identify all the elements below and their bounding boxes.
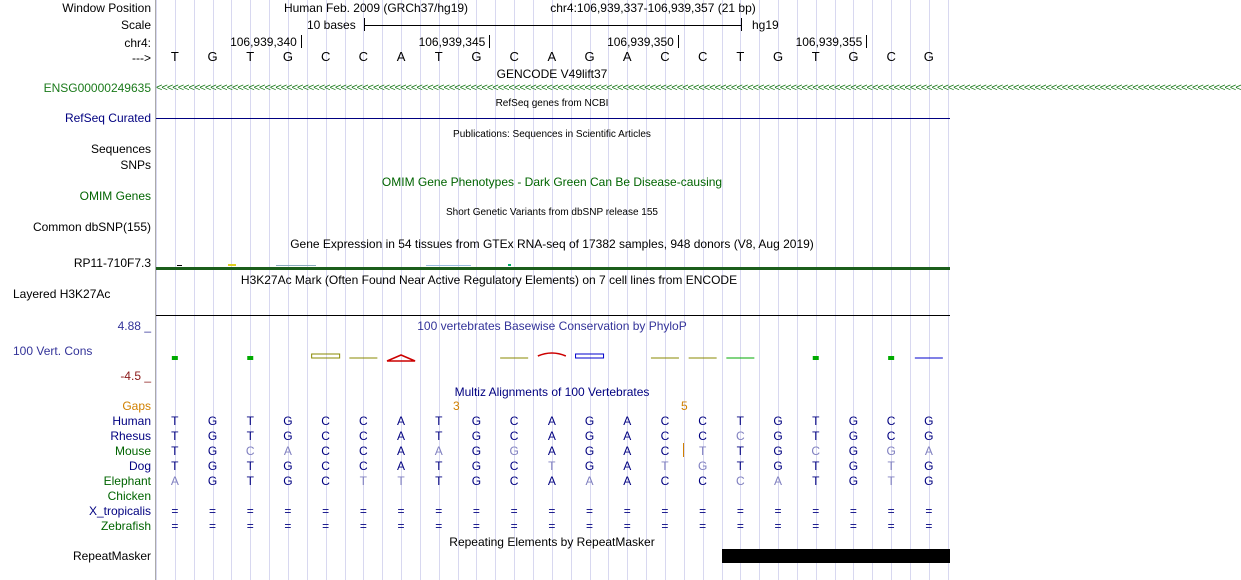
alignment-base: = [359, 504, 367, 518]
alignment-base: C [509, 474, 519, 488]
species-label[interactable]: Elephant [103, 474, 151, 488]
alignment-base: G [471, 459, 482, 473]
alignment-base: G [773, 414, 783, 428]
gencode-gene-label[interactable]: ENSG00000249635 [43, 81, 151, 95]
alignment-base: T [548, 459, 556, 473]
reference-base: C [320, 49, 331, 64]
alignment-base: A [924, 444, 933, 458]
window-position-label: Window Position [62, 1, 151, 15]
dbsnp-label[interactable]: Common dbSNP(155) [32, 220, 151, 234]
gtex-bar [228, 264, 236, 266]
omim-label[interactable]: OMIM Genes [79, 189, 151, 203]
alignment-base: C [509, 414, 519, 428]
alignment-base: = [322, 504, 330, 518]
phylop-score-mark [888, 356, 894, 360]
alignment-base: T [246, 414, 254, 428]
species-label[interactable]: Chicken [107, 489, 151, 503]
phylop-score-mark [538, 353, 566, 356]
alignment-base: A [585, 474, 594, 488]
alignment-base: T [246, 459, 254, 473]
alignment-base: A [547, 429, 556, 443]
alignment-base: = [510, 504, 518, 518]
alignment-base: C [359, 429, 368, 443]
alignment-base: = [397, 504, 405, 518]
reference-base: C [660, 49, 670, 64]
phylop-score-mark [813, 356, 819, 360]
reference-base: A [622, 49, 632, 64]
alignment-base: G [924, 429, 934, 443]
alignment-base: C [811, 444, 821, 458]
alignment-base: C [359, 459, 368, 473]
snps-label[interactable]: SNPs [120, 158, 151, 172]
alignment-base: = [623, 519, 631, 533]
alignment-base: C [359, 444, 368, 458]
phylop-score-mark [387, 355, 415, 361]
alignment-base: = [925, 504, 933, 518]
sequences-label[interactable]: Sequences [90, 142, 151, 156]
reference-base: C [697, 49, 708, 64]
phylop-min-label: -4.5 _ [120, 369, 151, 383]
scale-bases-text: 10 bases [307, 18, 356, 32]
alignment-base: G [848, 429, 859, 443]
alignment-base: G [924, 414, 934, 428]
alignment-base: = [548, 519, 556, 533]
alignment-base: T [246, 429, 254, 443]
alignment-base: G [283, 474, 293, 488]
scale-bar-right-tick [741, 18, 742, 31]
alignment-base: T [812, 414, 820, 428]
alignment-base: = [736, 504, 744, 518]
repeatmasker-track-title: Repeating Elements by RepeatMasker [449, 535, 655, 549]
alignment-base: = [661, 504, 669, 518]
h3k27ac-baseline [156, 315, 950, 316]
rp11-gene-label[interactable]: RP11-710F7.3 [73, 256, 151, 270]
phylop-score-mark [312, 354, 340, 358]
alignment-base: A [397, 414, 406, 428]
alignment-base: A [547, 414, 556, 428]
reference-base: C [358, 49, 369, 64]
alignment-base: G [283, 414, 293, 428]
reference-base: G [584, 49, 595, 64]
species-label[interactable]: X_tropicalis [88, 504, 151, 518]
gencode-track-title: GENCODE V49lift37 [496, 67, 608, 81]
refseq-gene-line[interactable] [156, 118, 950, 119]
alignment-base: C [660, 414, 670, 428]
track-display-area[interactable] [156, 0, 1241, 580]
alignment-base: G [924, 474, 934, 488]
alignment-base: A [283, 444, 292, 458]
phylop-track-label[interactable]: 100 Vert. Cons [13, 344, 93, 358]
alignment-base: G [773, 444, 783, 458]
h3k27ac-label[interactable]: Layered H3K27Ac [13, 287, 111, 301]
alignment-base: A [623, 459, 632, 473]
alignment-base: T [887, 459, 895, 473]
alignment-base: = [849, 519, 857, 533]
gap-count: 5 [681, 399, 688, 413]
omim-track-title: OMIM Gene Phenotypes - Dark Green Can Be Disease-causing [381, 175, 723, 189]
reference-base: T [811, 49, 820, 64]
alignment-base: = [925, 519, 933, 533]
gtex-gene-bar [156, 267, 950, 270]
alignment-base: C [321, 429, 330, 443]
alignment-base: A [397, 459, 406, 473]
position-text: chr4:106,939,337-106,939,357 (21 bp) [550, 1, 756, 15]
coordinate-label: 106,939,340 [230, 35, 297, 49]
alignment-base: C [698, 429, 707, 443]
alignment-base: G [471, 414, 482, 428]
repeatmasker-label[interactable]: RepeatMasker [72, 549, 151, 563]
strand-arrow-label: ---> [132, 51, 151, 65]
alignment-base: A [623, 429, 632, 443]
reference-base: G [848, 49, 859, 64]
gtex-track-title: Gene Expression in 54 tissues from GTEx RNA-seq of 17382 samples, 948 donors (V8, Aug 2019) [290, 237, 814, 251]
coordinate-tick [301, 35, 302, 48]
alignment-base: A [397, 429, 406, 443]
alignment-base: = [623, 504, 631, 518]
alignment-base: = [849, 504, 857, 518]
alignment-base: T [397, 474, 405, 488]
alignment-base: G [471, 474, 482, 488]
alignment-base: T [171, 444, 179, 458]
alignment-base: = [284, 504, 292, 518]
species-label[interactable]: Zebrafish [100, 519, 151, 533]
alignment-base: A [547, 444, 556, 458]
alignment-base: G [207, 429, 218, 443]
gap-marker [683, 443, 684, 457]
alignment-base: G [471, 429, 482, 443]
coordinate-tick [678, 35, 679, 48]
alignment-base: = [472, 519, 480, 533]
alignment-base: T [171, 414, 179, 428]
gtex-bar [508, 264, 511, 266]
alignment-base: G [848, 474, 859, 488]
gencode-gene-feature[interactable]: <<<<<<<<<<<<<<<<<<<<<<<<<<<<<<<<<<<<<<<<<<<<<<<<<<<<<<<<<<<<<<<<<<<<<<<<<<<<<<<<<<<<<<<<<<<<<<<<<<<<<<<<<<<<<<<<<<<<<<<<<<<<<<<<<<<<<<<<<<<<<<<<<<<<<<<<<<<<<<<<<<<<<<<<<<<<<<<<<<<<<<<<<<<<<<<<<<<<<<<< [156, 82, 1241, 94]
alignment-base: = [812, 519, 820, 533]
alignment-base: G [584, 414, 595, 428]
scale-bar-left-tick [364, 18, 365, 31]
assembly-text: Human Feb. 2009 (GRCh37/hg19) [283, 1, 469, 15]
alignment-base: = [586, 519, 594, 533]
alignment-base: T [661, 459, 669, 473]
alignment-base: G [207, 444, 218, 458]
dbsnp-track-title: Short Genetic Variants from dbSNP release 155 [446, 207, 658, 218]
alignment-base: = [586, 504, 594, 518]
alignment-base: C [698, 414, 707, 428]
alignment-base: G [207, 474, 218, 488]
alignment-base: C [321, 414, 330, 428]
coordinate-label: 106,939,355 [795, 35, 863, 49]
scale-db-text: hg19 [752, 18, 779, 32]
reference-base: G [471, 49, 482, 64]
alignment-base: T [435, 429, 443, 443]
alignment-base: G [773, 459, 783, 473]
alignment-base: T [812, 429, 820, 443]
alignment-base: = [171, 519, 179, 533]
species-label[interactable]: Dog [128, 459, 151, 473]
alignment-base: G [924, 459, 934, 473]
coordinate-label: 106,939,350 [607, 35, 674, 49]
alignment-base: A [547, 474, 556, 488]
alignment-base: A [397, 444, 406, 458]
alignment-base: = [435, 519, 443, 533]
alignment-base: G [283, 459, 293, 473]
gtex-expression-bars[interactable] [156, 258, 950, 272]
reference-base: G [282, 49, 293, 64]
gtex-bar [276, 265, 316, 266]
alignment-base: = [246, 519, 254, 533]
reference-base: G [923, 49, 934, 64]
multiz-track-title: Multiz Alignments of 100 Vertebrates [454, 385, 650, 399]
coordinate-tick [866, 35, 867, 48]
alignment-base: = [359, 519, 367, 533]
alignment-base: G [471, 444, 482, 458]
alignment-base: G [207, 459, 218, 473]
alignment-base: C [509, 429, 519, 443]
alignment-base: A [434, 444, 443, 458]
alignment-base: = [209, 504, 217, 518]
alignment-base: C [886, 429, 896, 443]
phylop-max-label: 4.88 _ [117, 319, 151, 333]
alignment-base: G [773, 429, 783, 443]
alignment-base: T [736, 459, 745, 473]
alignment-base: C [660, 429, 670, 443]
alignment-base: = [284, 519, 292, 533]
alignment-base: C [359, 414, 368, 428]
alignment-base: C [886, 414, 896, 428]
gtex-bar [426, 265, 471, 266]
gtex-bar [177, 265, 182, 266]
alignment-base: T [359, 474, 368, 488]
alignment-base: C [321, 459, 330, 473]
alignment-base: T [736, 414, 745, 428]
alignment-base: T [435, 459, 443, 473]
reference-base: T [170, 49, 179, 64]
alignment-base: = [699, 519, 707, 533]
alignment-base: G [848, 459, 859, 473]
alignment-base: T [812, 459, 820, 473]
alignment-base: = [548, 504, 556, 518]
species-label[interactable]: Human [112, 414, 151, 428]
alignment-base: C [736, 474, 745, 488]
alignment-base: = [435, 504, 443, 518]
reference-base: G [772, 49, 784, 64]
alignment-base: A [170, 474, 179, 488]
alignment-base: C [660, 444, 670, 458]
alignment-base: T [736, 444, 745, 458]
phylop-score-mark [247, 356, 253, 360]
alignment-base: G [207, 414, 218, 428]
alignment-base: = [812, 504, 820, 518]
alignment-base: T [812, 474, 820, 488]
reference-base: G [207, 49, 218, 64]
alignment-base: C [736, 429, 745, 443]
alignment-base: = [322, 519, 330, 533]
alignment-base: A [623, 414, 632, 428]
alignment-base: G [584, 429, 595, 443]
alignment-base: G [584, 444, 595, 458]
alignment-base: T [435, 414, 443, 428]
alignment-base: = [209, 519, 217, 533]
reference-base: T [434, 49, 443, 64]
scale-bar [364, 25, 742, 26]
alignment-base: = [774, 504, 782, 518]
alignment-base: = [774, 519, 782, 533]
alignment-base: T [698, 444, 707, 458]
gaps-label: Gaps [122, 399, 151, 413]
alignment-base: G [509, 444, 519, 458]
alignment-base: G [886, 444, 896, 458]
publications-track-title: Publications: Sequences in Scientific Articles [453, 129, 651, 140]
alignment-base: = [887, 504, 895, 518]
alignment-base: = [510, 519, 518, 533]
alignment-base: G [584, 459, 595, 473]
refseq-track-title: RefSeq genes from NCBI [495, 98, 609, 109]
alignment-base: G [283, 429, 293, 443]
scale-label: Scale [120, 18, 151, 32]
alignment-base: A [774, 474, 783, 488]
reference-base: T [246, 49, 255, 64]
alignment-base: = [246, 504, 254, 518]
reference-base: A [547, 49, 557, 64]
refseq-label[interactable]: RefSeq Curated [64, 111, 151, 125]
species-label[interactable]: Mouse [114, 444, 151, 458]
alignment-base: G [848, 444, 859, 458]
alignment-base: = [736, 519, 744, 533]
alignment-base: T [171, 429, 179, 443]
alignment-base: A [623, 474, 632, 488]
alignment-base: C [509, 459, 519, 473]
reference-base: C [509, 49, 519, 64]
alignment-base: G [697, 459, 708, 473]
alignment-base: G [848, 414, 859, 428]
phylop-score-mark [172, 356, 178, 360]
alignment-base: C [245, 444, 255, 458]
coordinate-label: 106,939,345 [418, 35, 486, 49]
phylop-track-title: 100 vertebrates Basewise Conservation by PhyloP [417, 319, 687, 333]
alignment-base: T [171, 459, 179, 473]
alignment-base: A [623, 444, 632, 458]
alignment-base: = [472, 504, 480, 518]
h3k27ac-track-title: H3K27Ac Mark (Often Found Near Active Regulatory Elements) on 7 cell lines from ENCODE [240, 273, 738, 287]
alignment-base: = [887, 519, 895, 533]
alignment-base: C [321, 444, 330, 458]
track-labels-panel [0, 0, 155, 580]
alignment-base: T [246, 474, 254, 488]
alignment-base: = [397, 519, 405, 533]
phylop-conservation-plot[interactable] [156, 348, 950, 368]
alignment-base: = [699, 504, 707, 518]
reference-base: A [396, 49, 406, 64]
chr-label: chr4: [124, 36, 151, 50]
species-label[interactable]: Rhesus [110, 429, 151, 443]
alignment-base: C [321, 474, 330, 488]
alignment-base: = [661, 519, 669, 533]
alignment-base: T [887, 474, 895, 488]
phylop-score-mark [576, 354, 604, 358]
alignment-base: = [171, 504, 179, 518]
gap-count: 3 [453, 399, 460, 413]
repeat-element[interactable] [722, 549, 950, 563]
alignment-base: T [435, 474, 443, 488]
alignment-base: C [660, 474, 670, 488]
alignment-base: C [698, 474, 707, 488]
coordinate-tick [489, 35, 490, 48]
reference-base: C [886, 49, 896, 64]
reference-base: T [736, 49, 745, 64]
